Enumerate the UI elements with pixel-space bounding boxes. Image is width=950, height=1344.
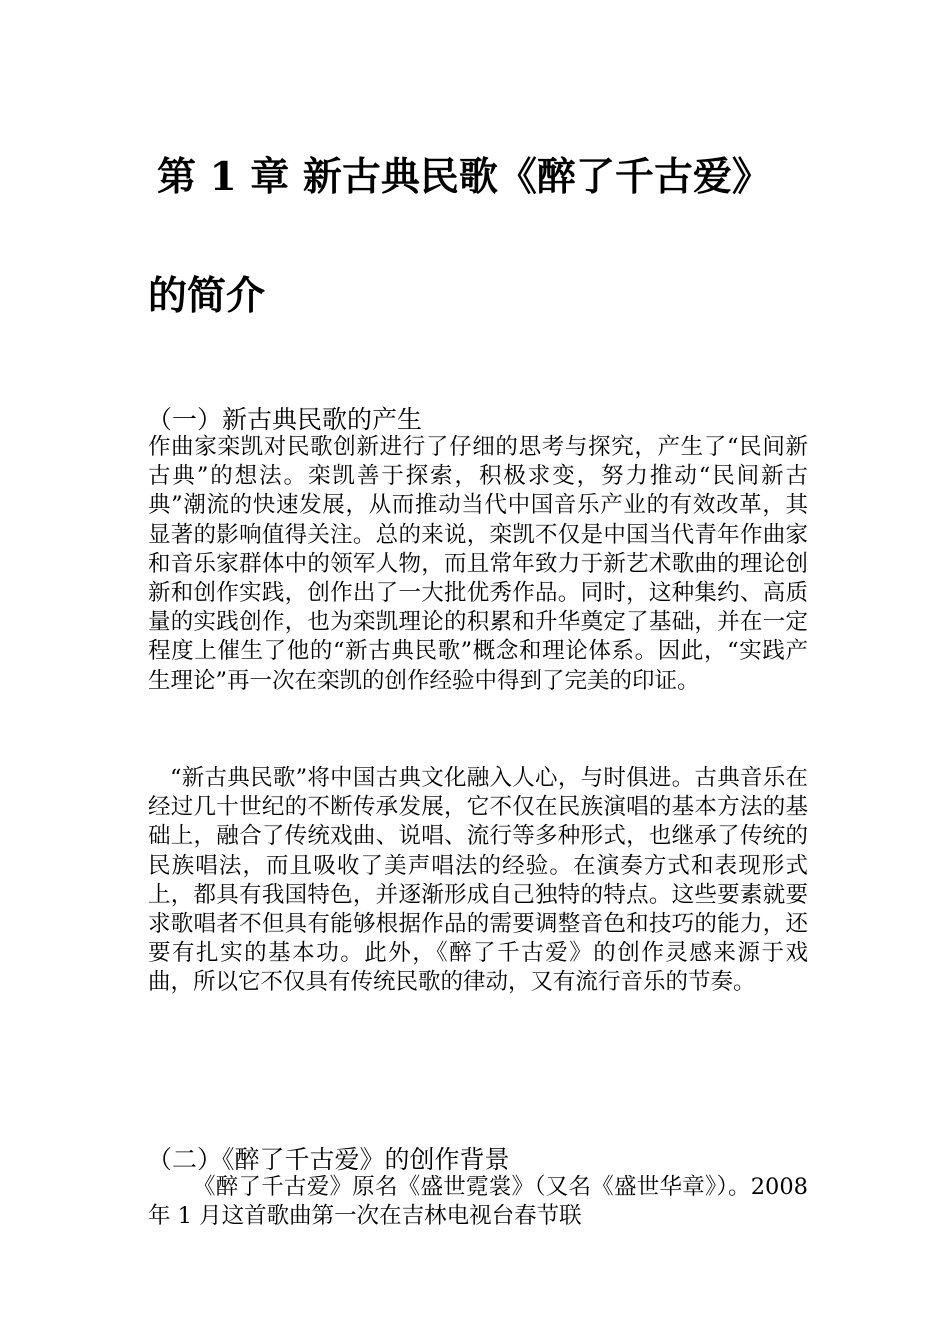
chapter-title-line-1: 第 1 章 新古典民歌《醉了千古爱》 — [157, 154, 771, 200]
section-1-paragraph-2: “新古典民歌”将中国古典文化融入人心，与时俱进。古典音乐在经过几十世纪的不断传承发展，它不仅在民族演唱的基本方法的基础上，融合了传统戏曲、说唱、流行等多种形式，也继承了传统的民族唱法，而且吸收了美声唱法的经验。在演奏方式和表现形式上，都具有我国特色，并逐渐形成自己独特的特点。这些要素就要求歌唱者不但具有能够根据作品的需要调整音色和技巧的能力，还要有扎实的基本功。此外，《醉了千古爱》的创作灵感来源于戏曲，所以它不仅具有传统民歌的律动，又有流行音乐的节奏。 — [148, 765, 808, 996]
section-2-paragraph-1: 《醉了千古爱》原名《盛世霓裳》（又名《盛世华章》）。2008 年 1 月这首歌曲第一次在吉林电视台春节联 — [148, 1174, 808, 1230]
chapter-title-line-2: 的简介 — [148, 273, 266, 319]
section-1-heading: （一）新古典民歌的产生 — [147, 405, 423, 434]
section-2-heading: （二）《醉了千古爱》的创作背景 — [147, 1145, 510, 1174]
section-1-paragraph-1: 作曲家栾凯对民歌创新进行了仔细的思考与探究，产生了“民间新古典”的想法。栾凯善于探索，积极求变，努力推动“民间新古典”潮流的快速发展，从而推动当代中国音乐产业的有效改革，其显著的影响值得关注。总的来说，栾凯不仅是中国当代青年作曲家和音乐家群体中的领军人物，而且常年致力于新艺术歌曲的理论创新和创作实践，创作出了一大批优秀作品。同时，这种集约、高质量的实践创作，也为栾凯理论的积累和升华奠定了基础，并在一定程度上催生了他的“新古典民歌”概念和理论体系。因此，“实践产生理论”再一次在栾凯的创作经验中得到了完美的印证。 — [148, 434, 808, 694]
